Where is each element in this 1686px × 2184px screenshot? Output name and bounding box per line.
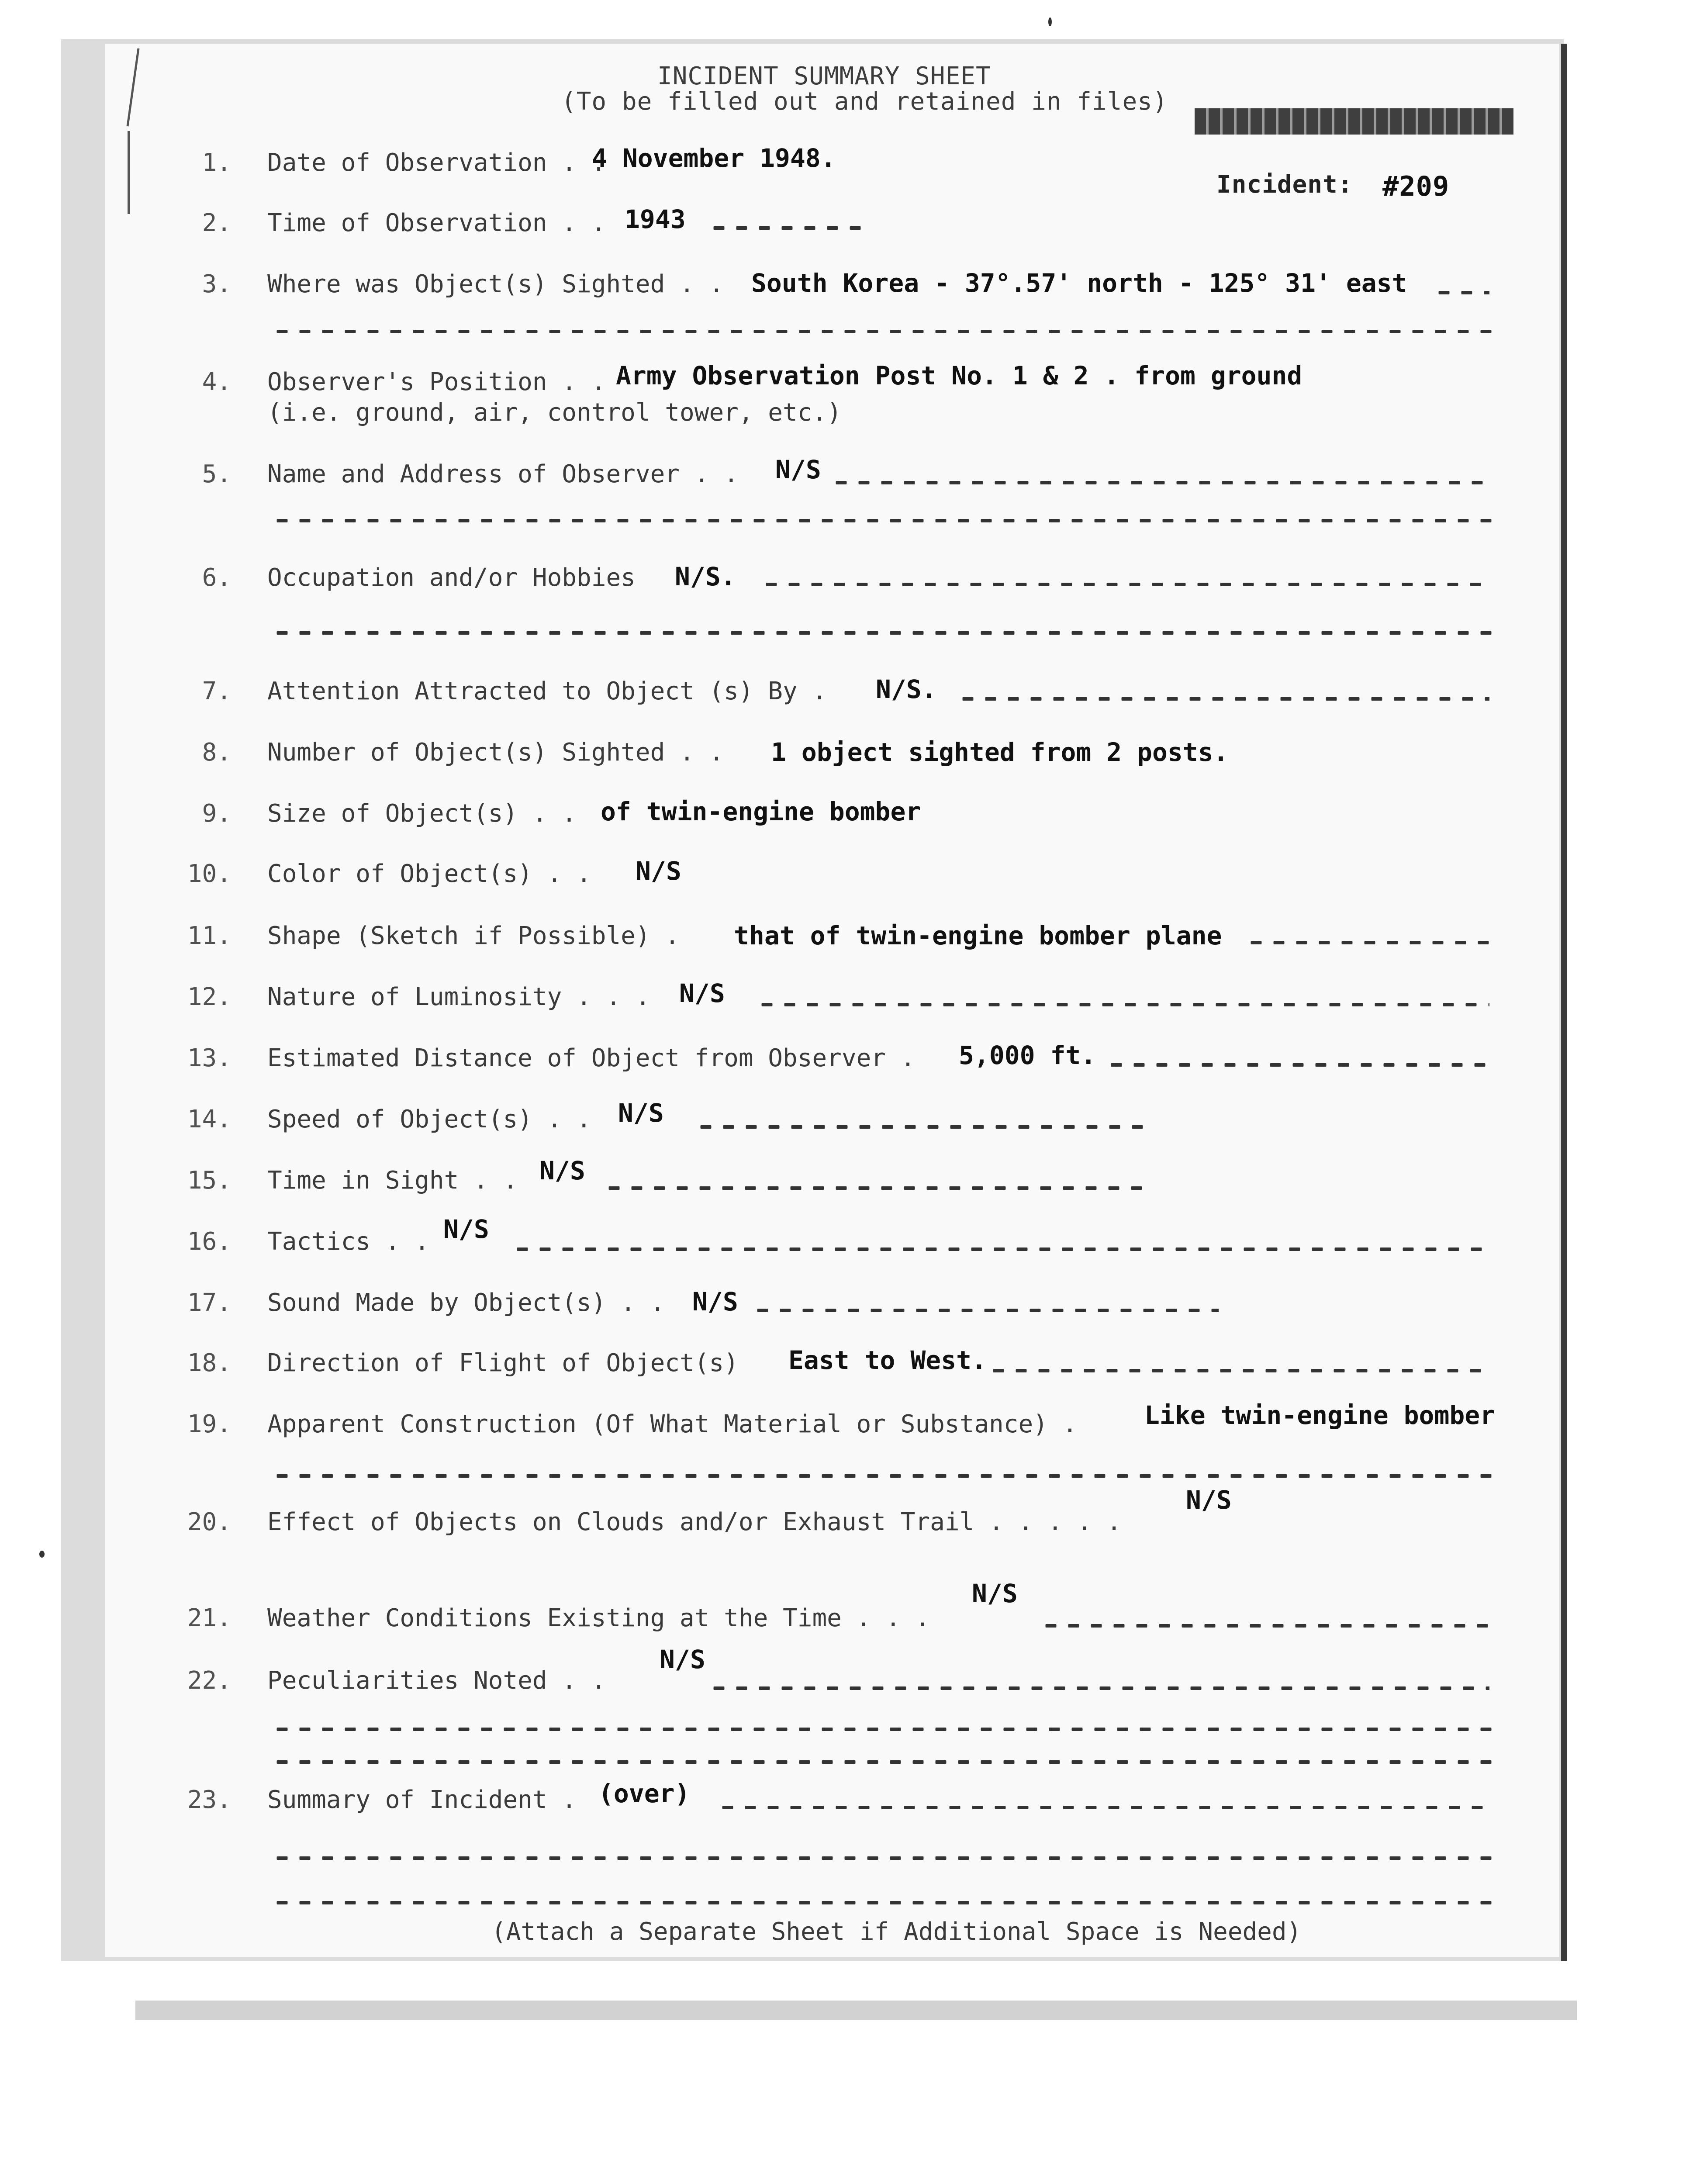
field-label: Estimated Distance of Object from Observer . xyxy=(267,1044,916,1072)
field-number: 2. xyxy=(202,209,231,237)
margin-speck xyxy=(39,1551,45,1558)
field-number: 1. xyxy=(202,149,231,177)
fill-dots xyxy=(987,1369,1489,1372)
field-row-11 xyxy=(0,922,1686,961)
field-hint: (i.e. ground, air, control tower, etc.) xyxy=(267,398,842,427)
field-number: 19. xyxy=(187,1410,231,1438)
field-number: 22. xyxy=(187,1666,231,1695)
field-row-1 xyxy=(0,143,1686,188)
incident-number: #209 xyxy=(1382,170,1450,202)
field-label: Time of Observation . . xyxy=(267,209,606,237)
field-value: 1 object sighted from 2 posts. xyxy=(771,737,1229,767)
field-value: Like twin-engine bomber xyxy=(1144,1400,1496,1430)
field-row-13 xyxy=(0,1040,1686,1083)
field-number: 23. xyxy=(187,1786,231,1814)
field-label: Occupation and/or Hobbies xyxy=(267,563,636,592)
field-row-2 xyxy=(0,204,1686,248)
fill-dots xyxy=(694,1125,1144,1129)
field-number: 9. xyxy=(202,799,231,828)
field-value: N/S xyxy=(539,1156,585,1185)
fill-dots xyxy=(1105,1063,1489,1067)
fill-dots xyxy=(957,697,1489,701)
field-row-22 xyxy=(0,1645,1686,1706)
field-label: Attention Attracted to Object (s) By . xyxy=(267,677,827,705)
field-row-20 xyxy=(0,1485,1686,1547)
margin-speck xyxy=(1048,17,1052,26)
field-number: 15. xyxy=(187,1166,231,1195)
field-row-18 xyxy=(0,1345,1686,1388)
field-value: (over) xyxy=(598,1779,690,1808)
field-number: 3. xyxy=(202,270,231,298)
field-label: Observer's Position . . xyxy=(267,368,606,396)
field-value: that of twin-engine bomber plane xyxy=(734,921,1222,950)
field-value: N/S. xyxy=(876,674,937,704)
field-number: 10. xyxy=(187,860,231,888)
fill-dots xyxy=(751,1309,1219,1312)
field-label: Nature of Luminosity . . . xyxy=(267,983,650,1011)
fill-dots xyxy=(708,1686,1489,1690)
field-row-6 xyxy=(0,563,1686,603)
field-label: Tactics . . xyxy=(267,1227,429,1256)
fill-dots xyxy=(271,1856,1494,1860)
field-number: 6. xyxy=(202,563,231,592)
field-row-16 xyxy=(0,1214,1686,1267)
fill-dots xyxy=(271,1901,1494,1904)
field-value: N/S. xyxy=(675,562,736,591)
field-value: Army Observation Post No. 1 & 2 . from ground xyxy=(616,361,1303,390)
field-label: Apparent Construction (Of What Material or Substance) . xyxy=(267,1410,1078,1438)
field-row-19 xyxy=(0,1400,1686,1449)
fill-dots xyxy=(1245,941,1489,944)
field-value: 5,000 ft. xyxy=(959,1040,1096,1070)
field-number: 17. xyxy=(187,1289,231,1317)
fill-dots xyxy=(716,1806,1489,1809)
field-number: 11. xyxy=(187,922,231,950)
field-value: N/S xyxy=(679,978,725,1008)
field-row-21 xyxy=(0,1579,1686,1643)
field-label: Size of Object(s) . . xyxy=(267,799,577,828)
field-value: N/S xyxy=(660,1645,705,1674)
field-row-12 xyxy=(0,978,1686,1022)
field-value: 1943 xyxy=(625,204,686,234)
field-label: Peculiarities Noted . . xyxy=(267,1666,606,1695)
field-value: East to West. xyxy=(788,1345,987,1375)
field-number: 16. xyxy=(187,1227,231,1256)
field-value: N/S xyxy=(443,1214,489,1244)
field-value: N/S xyxy=(692,1287,738,1317)
field-label: Direction of Flight of Object(s) xyxy=(267,1349,739,1377)
fill-dots xyxy=(1040,1624,1489,1628)
incident-label: Incident: xyxy=(1216,170,1353,199)
field-number: 12. xyxy=(187,983,231,1011)
field-row-10 xyxy=(0,856,1686,899)
fill-dots xyxy=(271,330,1494,333)
field-label: Where was Object(s) Sighted . . xyxy=(267,270,724,298)
field-label: Speed of Object(s) . . xyxy=(267,1105,591,1133)
fill-dots xyxy=(1433,291,1489,294)
field-value: South Korea - 37°.57' north - 125° 31' east xyxy=(751,268,1407,298)
form-footer: (Attach a Separate Sheet if Additional Space is Needed) xyxy=(491,1918,1302,1946)
field-label: Number of Object(s) Sighted . . xyxy=(267,738,724,767)
field-label: Shape (Sketch if Possible) . xyxy=(267,922,680,950)
field-value: N/S xyxy=(618,1098,664,1128)
field-value: N/S xyxy=(1186,1485,1232,1515)
field-number: 20. xyxy=(187,1508,231,1536)
field-label: Weather Conditions Existing at the Time . . . xyxy=(267,1604,930,1632)
field-row-17 xyxy=(0,1289,1686,1328)
field-row-23 xyxy=(0,1779,1686,1825)
field-value: of twin-engine bomber xyxy=(601,797,921,826)
field-row-14 xyxy=(0,1098,1686,1144)
field-row-9 xyxy=(0,799,1686,839)
field-number: 4. xyxy=(202,368,231,396)
fill-dots xyxy=(760,583,1489,586)
field-value: N/S xyxy=(972,1579,1018,1608)
field-number: 13. xyxy=(187,1044,231,1072)
fill-dots xyxy=(271,1474,1494,1478)
field-value: 4 November 1948. xyxy=(592,143,836,173)
field-value: N/S xyxy=(775,455,821,484)
fill-dots xyxy=(271,631,1494,635)
field-number: 14. xyxy=(187,1105,231,1133)
field-number: 8. xyxy=(202,738,231,767)
field-number: 5. xyxy=(202,460,231,488)
fill-dots xyxy=(511,1248,1489,1251)
field-label: Name and Address of Observer . . xyxy=(267,460,739,488)
field-label: Time in Sight . . xyxy=(267,1166,518,1195)
redaction-bar xyxy=(1195,108,1513,135)
fill-dots xyxy=(603,1186,1153,1190)
fill-dots xyxy=(830,481,1489,484)
field-row-8 xyxy=(0,738,1686,778)
fill-dots xyxy=(708,226,869,230)
field-label: Color of Object(s) . . xyxy=(267,860,591,888)
field-label: Sound Made by Object(s) . . xyxy=(267,1289,665,1317)
field-number: 18. xyxy=(187,1349,231,1377)
field-row-5 xyxy=(0,455,1686,499)
field-label: Effect of Objects on Clouds and/or Exhaust Trail . . . . . xyxy=(267,1508,1122,1536)
field-number: 21. xyxy=(187,1604,231,1632)
field-label: Summary of Incident . xyxy=(267,1786,577,1814)
fill-dots xyxy=(271,1728,1494,1731)
form-title: INCIDENT SUMMARY SHEET xyxy=(657,62,991,90)
field-row-15 xyxy=(0,1156,1686,1206)
fill-dots xyxy=(271,1760,1494,1764)
field-row-7 xyxy=(0,674,1686,716)
field-row-4 xyxy=(0,361,1686,427)
field-value: N/S xyxy=(636,856,681,886)
scan-shadow xyxy=(135,2001,1577,2020)
fill-dots xyxy=(756,1003,1489,1006)
field-number: 7. xyxy=(202,677,231,705)
fill-dots xyxy=(271,519,1494,522)
field-row-3 xyxy=(0,270,1686,309)
form-subtitle: (To be filled out and retained in files) xyxy=(561,87,1168,116)
field-label: Date of Observation . . xyxy=(267,149,606,177)
